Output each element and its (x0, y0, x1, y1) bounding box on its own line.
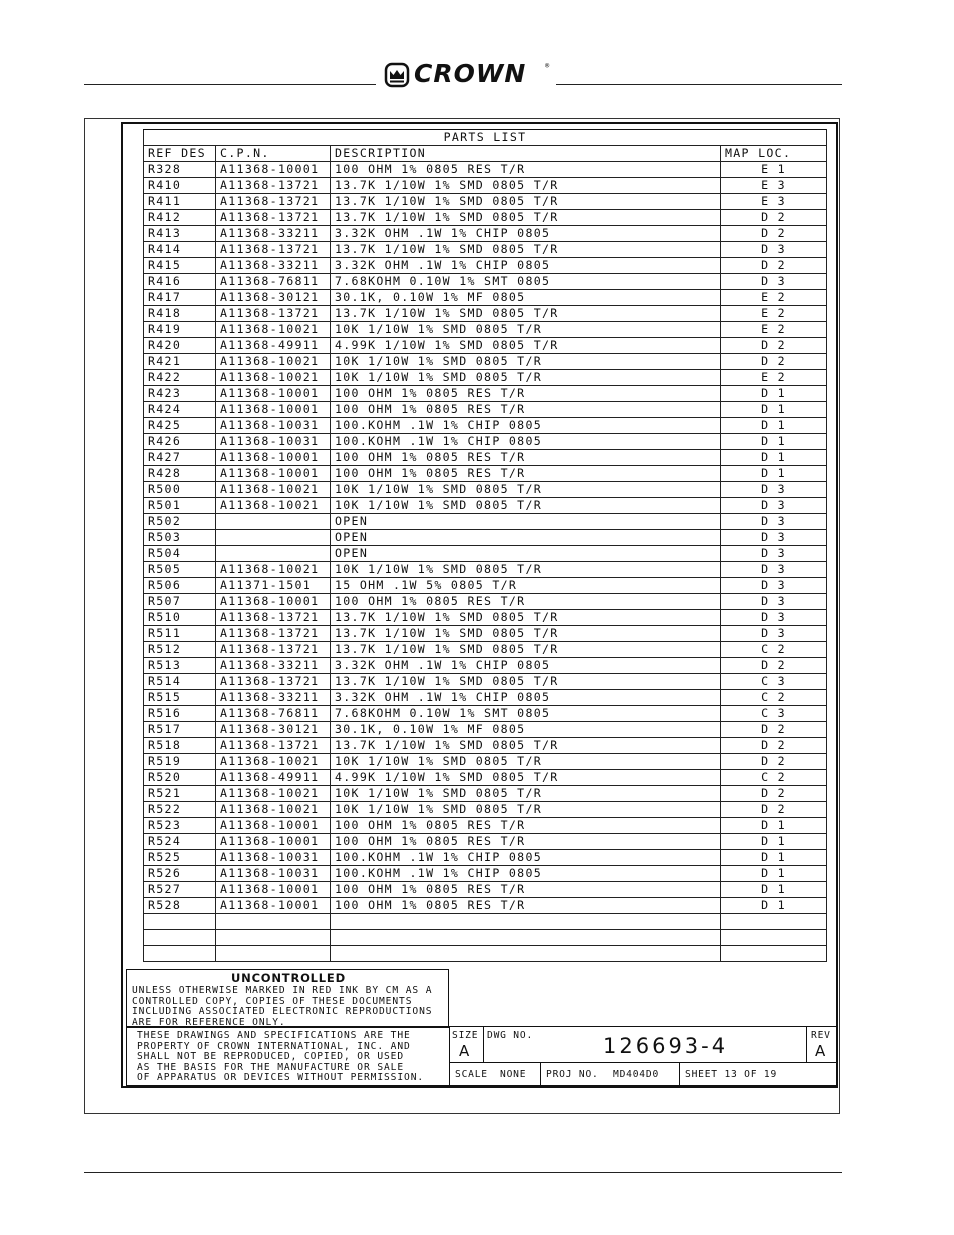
map-loc-cell: E 1 (721, 162, 827, 178)
parts-row (144, 274, 827, 290)
ref-des-cell: R411 (144, 194, 216, 210)
ref-des-cell: R420 (144, 338, 216, 354)
ref-des-cell: R524 (144, 834, 216, 850)
ref-des-cell: R516 (144, 706, 216, 722)
map-loc-cell: D 1 (721, 434, 827, 450)
map-loc-cell: D 1 (721, 386, 827, 402)
parts-row (144, 754, 827, 770)
parts-row (144, 882, 827, 898)
cpn-cell: A11371-1501 (216, 578, 331, 594)
description-cell: 3.32K OHM .1W 1% CHIP 0805 (331, 258, 721, 274)
parts-row (144, 514, 827, 530)
ref-des-cell: R514 (144, 674, 216, 690)
cpn-cell: A11368-33211 (216, 258, 331, 274)
cpn-cell: A11368-10021 (216, 786, 331, 802)
map-loc-cell: D 2 (721, 786, 827, 802)
parts-row (144, 242, 827, 258)
ref-des-cell: R505 (144, 562, 216, 578)
description-cell: 13.7K 1/10W 1% SMD 0805 T/R (331, 674, 721, 690)
description-cell: 10K 1/10W 1% SMD 0805 T/R (331, 370, 721, 386)
ref-des-cell: R507 (144, 594, 216, 610)
parts-row (144, 226, 827, 242)
ref-des-cell: R520 (144, 770, 216, 786)
parts-row (144, 210, 827, 226)
map-loc-cell: D 1 (721, 834, 827, 850)
parts-row (144, 402, 827, 418)
cpn-cell: A11368-13721 (216, 738, 331, 754)
uncontrolled-line: UNLESS OTHERWISE MARKED IN RED INK BY CM AS A (132, 985, 433, 996)
cpn-cell: A11368-10001 (216, 386, 331, 402)
description-cell: 100.KOHM .1W 1% CHIP 0805 (331, 434, 721, 450)
cpn-cell: A11368-13721 (216, 626, 331, 642)
ref-des-cell: R527 (144, 882, 216, 898)
description-cell: 10K 1/10W 1% SMD 0805 T/R (331, 562, 721, 578)
map-loc-cell: D 3 (721, 610, 827, 626)
blank-cell (331, 914, 721, 930)
map-loc-cell: D 3 (721, 594, 827, 610)
description-cell: 13.7K 1/10W 1% SMD 0805 T/R (331, 642, 721, 658)
cpn-cell: A11368-30121 (216, 722, 331, 738)
ref-des-cell: R415 (144, 258, 216, 274)
cpn-cell: A11368-10021 (216, 322, 331, 338)
parts-row (144, 498, 827, 514)
cpn-cell: A11368-10001 (216, 834, 331, 850)
ref-des-cell: R418 (144, 306, 216, 322)
map-loc-cell: D 2 (721, 258, 827, 274)
description-cell: OPEN (331, 530, 721, 546)
map-loc-cell: D 1 (721, 882, 827, 898)
blank-cell (144, 930, 216, 946)
cpn-cell: A11368-10001 (216, 898, 331, 914)
parts-row (144, 578, 827, 594)
cpn-cell: A11368-10021 (216, 498, 331, 514)
title-block-divider (679, 1062, 680, 1085)
property-line: SHALL NOT BE REPRODUCED, COPIED, OR USED (137, 1051, 405, 1062)
ref-des-cell: R417 (144, 290, 216, 306)
blank-cell (144, 914, 216, 930)
cpn-cell: A11368-13721 (216, 210, 331, 226)
map-loc-cell: D 3 (721, 242, 827, 258)
ref-des-cell: R502 (144, 514, 216, 530)
property-line: THESE DRAWINGS AND SPECIFICATIONS ARE THE (137, 1030, 411, 1041)
property-line: AS THE BASIS FOR THE MANUFACTURE OR SALE (137, 1061, 405, 1073)
parts-row (144, 258, 827, 274)
blank-cell (721, 946, 827, 962)
cpn-cell: A11368-10001 (216, 450, 331, 466)
map-loc-cell: D 3 (721, 578, 827, 594)
parts-list-table (143, 129, 827, 962)
cpn-cell (216, 546, 331, 562)
ref-des-cell: R515 (144, 690, 216, 706)
parts-list-header-row (144, 146, 827, 162)
size-label: SIZE (452, 1030, 479, 1041)
ref-des-cell: R410 (144, 178, 216, 194)
map-loc-cell: C 3 (721, 706, 827, 722)
ref-des-cell: R526 (144, 866, 216, 882)
parts-row (144, 546, 827, 562)
scale-value: NONE (500, 1069, 527, 1080)
map-loc-cell: D 3 (721, 562, 827, 578)
parts-row (144, 898, 827, 914)
description-cell: 100.KOHM .1W 1% CHIP 0805 (331, 866, 721, 882)
header-rule-left (84, 84, 376, 85)
map-loc-cell: D 1 (721, 898, 827, 914)
parts-row-blank (144, 946, 827, 962)
title-block (126, 1026, 838, 1086)
header-rule-right (556, 84, 842, 85)
description-cell: 15 OHM .1W 5% 0805 T/R (331, 578, 721, 594)
ref-des-cell: R423 (144, 386, 216, 402)
crown-emblem-icon (384, 62, 410, 88)
size-value: A (459, 1042, 470, 1060)
ref-des-cell: R528 (144, 898, 216, 914)
parts-row (144, 386, 827, 402)
ref-des-cell: R525 (144, 850, 216, 866)
ref-des-cell: R523 (144, 818, 216, 834)
col-map-loc: MAP LOC. (721, 146, 827, 162)
title-block-divider (449, 1027, 450, 1085)
parts-row (144, 466, 827, 482)
description-cell: 13.7K 1/10W 1% SMD 0805 T/R (331, 610, 721, 626)
description-cell: 10K 1/10W 1% SMD 0805 T/R (331, 322, 721, 338)
map-loc-cell: D 2 (721, 658, 827, 674)
parts-row (144, 706, 827, 722)
parts-row (144, 194, 827, 210)
parts-row (144, 722, 827, 738)
ref-des-cell: R522 (144, 802, 216, 818)
description-cell: OPEN (331, 546, 721, 562)
description-cell: 100 OHM 1% 0805 RES T/R (331, 466, 721, 482)
parts-row (144, 338, 827, 354)
map-loc-cell: E 3 (721, 194, 827, 210)
title-block-divider (806, 1027, 807, 1062)
description-cell: 100.KOHM .1W 1% CHIP 0805 (331, 418, 721, 434)
parts-row (144, 322, 827, 338)
map-loc-cell: E 2 (721, 306, 827, 322)
blank-cell (216, 946, 331, 962)
parts-row-blank (144, 930, 827, 946)
map-loc-cell: E 3 (721, 178, 827, 194)
uncontrolled-line: CONTROLLED COPY, COPIES OF THESE DOCUMENTS (132, 995, 413, 1007)
parts-row (144, 770, 827, 786)
cpn-cell: A11368-13721 (216, 610, 331, 626)
cpn-cell: A11368-10031 (216, 418, 331, 434)
blank-cell (331, 946, 721, 962)
cpn-cell: A11368-10001 (216, 594, 331, 610)
cpn-cell: A11368-10021 (216, 562, 331, 578)
ref-des-cell: R510 (144, 610, 216, 626)
parts-row (144, 626, 827, 642)
parts-row (144, 850, 827, 866)
ref-des-cell: R413 (144, 226, 216, 242)
description-cell: 100 OHM 1% 0805 RES T/R (331, 402, 721, 418)
crown-logo (384, 59, 552, 88)
cpn-cell: A11368-49911 (216, 338, 331, 354)
parts-row (144, 450, 827, 466)
parts-row (144, 370, 827, 386)
cpn-cell: A11368-10031 (216, 866, 331, 882)
cpn-cell: A11368-10021 (216, 354, 331, 370)
ref-des-cell: R513 (144, 658, 216, 674)
description-cell: 100 OHM 1% 0805 RES T/R (331, 834, 721, 850)
ref-des-cell: R504 (144, 546, 216, 562)
cpn-cell: A11368-10001 (216, 402, 331, 418)
parts-row (144, 802, 827, 818)
ref-des-cell: R425 (144, 418, 216, 434)
scale-label: SCALE (455, 1069, 488, 1080)
map-loc-cell: D 1 (721, 402, 827, 418)
ref-des-cell: R426 (144, 434, 216, 450)
parts-row (144, 818, 827, 834)
property-notice (137, 1031, 424, 1084)
parts-row (144, 306, 827, 322)
description-cell: 100 OHM 1% 0805 RES T/R (331, 882, 721, 898)
col-cpn: C.P.N. (216, 146, 331, 162)
cpn-cell: A11368-13721 (216, 642, 331, 658)
ref-des-cell: R421 (144, 354, 216, 370)
uncontrolled-line: INCLUDING ASSOCIATED ELECTRONIC REPRODUCTIONS (132, 1006, 433, 1017)
parts-row-blank (144, 914, 827, 930)
map-loc-cell: D 2 (721, 226, 827, 242)
map-loc-cell: D 2 (721, 802, 827, 818)
title-block-divider (483, 1027, 484, 1062)
description-cell: 10K 1/10W 1% SMD 0805 T/R (331, 802, 721, 818)
blank-cell (721, 930, 827, 946)
ref-des-cell: R501 (144, 498, 216, 514)
parts-row (144, 594, 827, 610)
ref-des-cell: R414 (144, 242, 216, 258)
cpn-cell: A11368-10021 (216, 802, 331, 818)
cpn-cell: A11368-33211 (216, 658, 331, 674)
description-cell: 100 OHM 1% 0805 RES T/R (331, 898, 721, 914)
description-cell: OPEN (331, 514, 721, 530)
map-loc-cell: D 1 (721, 466, 827, 482)
map-loc-cell: D 1 (721, 418, 827, 434)
parts-row (144, 562, 827, 578)
map-loc-cell: D 1 (721, 850, 827, 866)
cpn-cell: A11368-76811 (216, 274, 331, 290)
map-loc-cell: D 1 (721, 450, 827, 466)
map-loc-cell: D 1 (721, 818, 827, 834)
parts-row (144, 434, 827, 450)
cpn-cell: A11368-33211 (216, 226, 331, 242)
map-loc-cell: D 2 (721, 210, 827, 226)
description-cell: 3.32K OHM .1W 1% CHIP 0805 (331, 226, 721, 242)
map-loc-cell: D 3 (721, 546, 827, 562)
cpn-cell: A11368-13721 (216, 674, 331, 690)
ref-des-cell: R427 (144, 450, 216, 466)
description-cell: 13.7K 1/10W 1% SMD 0805 T/R (331, 738, 721, 754)
brand-wordmark: CROWN (414, 59, 527, 88)
ref-des-cell: R500 (144, 482, 216, 498)
ref-des-cell: R328 (144, 162, 216, 178)
map-loc-cell: E 2 (721, 322, 827, 338)
cpn-cell: A11368-10021 (216, 754, 331, 770)
cpn-cell: A11368-30121 (216, 290, 331, 306)
proj-no-value: MD404D0 (613, 1069, 660, 1080)
parts-row (144, 530, 827, 546)
cpn-cell: A11368-13721 (216, 242, 331, 258)
ref-des-cell: R519 (144, 754, 216, 770)
map-loc-cell: D 2 (721, 738, 827, 754)
description-cell: 100 OHM 1% 0805 RES T/R (331, 450, 721, 466)
cpn-cell: A11368-13721 (216, 194, 331, 210)
ref-des-cell: R412 (144, 210, 216, 226)
parts-row (144, 178, 827, 194)
title-block-divider (449, 1062, 838, 1063)
parts-row (144, 482, 827, 498)
description-cell: 100 OHM 1% 0805 RES T/R (331, 594, 721, 610)
parts-row (144, 162, 827, 178)
parts-row (144, 658, 827, 674)
map-loc-cell: C 2 (721, 642, 827, 658)
ref-des-cell: R521 (144, 786, 216, 802)
parts-row (144, 834, 827, 850)
parts-list-title-row (144, 130, 827, 146)
description-cell: 13.7K 1/10W 1% SMD 0805 T/R (331, 242, 721, 258)
parts-row (144, 690, 827, 706)
ref-des-cell: R503 (144, 530, 216, 546)
ref-des-cell: R419 (144, 322, 216, 338)
description-cell: 13.7K 1/10W 1% SMD 0805 T/R (331, 194, 721, 210)
cpn-cell (216, 514, 331, 530)
blank-cell (721, 914, 827, 930)
map-loc-cell: D 2 (721, 354, 827, 370)
description-cell: 10K 1/10W 1% SMD 0805 T/R (331, 482, 721, 498)
description-cell: 4.99K 1/10W 1% SMD 0805 T/R (331, 770, 721, 786)
map-loc-cell: C 2 (721, 690, 827, 706)
description-cell: 4.99K 1/10W 1% SMD 0805 T/R (331, 338, 721, 354)
parts-row (144, 786, 827, 802)
cpn-cell (216, 530, 331, 546)
blank-cell (216, 930, 331, 946)
map-loc-cell: C 2 (721, 770, 827, 786)
map-loc-cell: D 2 (721, 338, 827, 354)
blank-cell (144, 946, 216, 962)
map-loc-cell: D 3 (721, 626, 827, 642)
ref-des-cell: R512 (144, 642, 216, 658)
rev-label: REV (811, 1030, 831, 1041)
parts-row (144, 738, 827, 754)
property-line: PROPERTY OF CROWN INTERNATIONAL, INC. AND (137, 1040, 411, 1052)
ref-des-cell: R428 (144, 466, 216, 482)
cpn-cell: A11368-10021 (216, 370, 331, 386)
description-cell: 3.32K OHM .1W 1% CHIP 0805 (331, 658, 721, 674)
description-cell: 7.68KOHM 0.10W 1% SMT 0805 (331, 274, 721, 290)
cpn-cell: A11368-10001 (216, 162, 331, 178)
parts-row (144, 642, 827, 658)
ref-des-cell: R422 (144, 370, 216, 386)
ref-des-cell: R518 (144, 738, 216, 754)
parts-row (144, 866, 827, 882)
cpn-cell: A11368-10031 (216, 434, 331, 450)
description-cell: 100 OHM 1% 0805 RES T/R (331, 386, 721, 402)
parts-row (144, 674, 827, 690)
dwg-no-value: 126693-4 (603, 1034, 729, 1058)
sheet-number: SHEET 13 OF 19 (685, 1069, 778, 1080)
parts-row (144, 354, 827, 370)
blank-cell (331, 930, 721, 946)
parts-row (144, 610, 827, 626)
col-ref-des: REF DES (144, 146, 216, 162)
cpn-cell: A11368-10021 (216, 482, 331, 498)
description-cell: 10K 1/10W 1% SMD 0805 T/R (331, 498, 721, 514)
description-cell: 3.32K OHM .1W 1% CHIP 0805 (331, 690, 721, 706)
uncontrolled-line: ARE FOR REFERENCE ONLY. (132, 1016, 286, 1028)
map-loc-cell: D 1 (721, 866, 827, 882)
map-loc-cell: E 2 (721, 370, 827, 386)
parts-list-title: PARTS LIST (144, 130, 827, 146)
rev-value: A (815, 1042, 826, 1060)
description-cell: 13.7K 1/10W 1% SMD 0805 T/R (331, 306, 721, 322)
description-cell: 100 OHM 1% 0805 RES T/R (331, 818, 721, 834)
map-loc-cell: D 3 (721, 530, 827, 546)
map-loc-cell: D 2 (721, 754, 827, 770)
cpn-cell: A11368-13721 (216, 178, 331, 194)
uncontrolled-box (126, 969, 449, 1028)
uncontrolled-notice (132, 986, 432, 1028)
map-loc-cell: D 3 (721, 482, 827, 498)
cpn-cell: A11368-76811 (216, 706, 331, 722)
uncontrolled-heading: UNCONTROLLED (231, 971, 346, 985)
parts-row (144, 290, 827, 306)
map-loc-cell: D 3 (721, 274, 827, 290)
cpn-cell: A11368-13721 (216, 306, 331, 322)
description-cell: 100.KOHM .1W 1% CHIP 0805 (331, 850, 721, 866)
proj-no-label: PROJ NO. (546, 1069, 599, 1080)
property-line: OF APPARATUS OR DEVICES WITHOUT PERMISSION. (137, 1072, 425, 1083)
ref-des-cell: R517 (144, 722, 216, 738)
blank-cell (216, 914, 331, 930)
description-cell: 10K 1/10W 1% SMD 0805 T/R (331, 786, 721, 802)
description-cell: 13.7K 1/10W 1% SMD 0805 T/R (331, 178, 721, 194)
map-loc-cell: D 2 (721, 722, 827, 738)
description-cell: 30.1K, 0.10W 1% MF 0805 (331, 722, 721, 738)
description-cell: 10K 1/10W 1% SMD 0805 T/R (331, 754, 721, 770)
cpn-cell: A11368-33211 (216, 690, 331, 706)
map-loc-cell: D 3 (721, 498, 827, 514)
ref-des-cell: R506 (144, 578, 216, 594)
footer-rule (84, 1172, 842, 1173)
description-cell: 10K 1/10W 1% SMD 0805 T/R (331, 354, 721, 370)
description-cell: 13.7K 1/10W 1% SMD 0805 T/R (331, 626, 721, 642)
ref-des-cell: R424 (144, 402, 216, 418)
description-cell: 30.1K, 0.10W 1% MF 0805 (331, 290, 721, 306)
cpn-cell: A11368-10001 (216, 466, 331, 482)
cpn-cell: A11368-49911 (216, 770, 331, 786)
dwg-no-label: DWG NO. (487, 1030, 534, 1041)
description-cell: 7.68KOHM 0.10W 1% SMT 0805 (331, 706, 721, 722)
cpn-cell: A11368-10001 (216, 818, 331, 834)
title-block-divider (540, 1062, 541, 1085)
description-cell: 13.7K 1/10W 1% SMD 0805 T/R (331, 210, 721, 226)
parts-row (144, 418, 827, 434)
col-description: DESCRIPTION (331, 146, 721, 162)
map-loc-cell: D 3 (721, 514, 827, 530)
map-loc-cell: E 2 (721, 290, 827, 306)
ref-des-cell: R511 (144, 626, 216, 642)
parts-list-body (144, 162, 827, 962)
cpn-cell: A11368-10031 (216, 850, 331, 866)
description-cell: 100 OHM 1% 0805 RES T/R (331, 162, 721, 178)
map-loc-cell: C 3 (721, 674, 827, 690)
registered-mark: ® (545, 62, 550, 70)
cpn-cell: A11368-10001 (216, 882, 331, 898)
ref-des-cell: R416 (144, 274, 216, 290)
